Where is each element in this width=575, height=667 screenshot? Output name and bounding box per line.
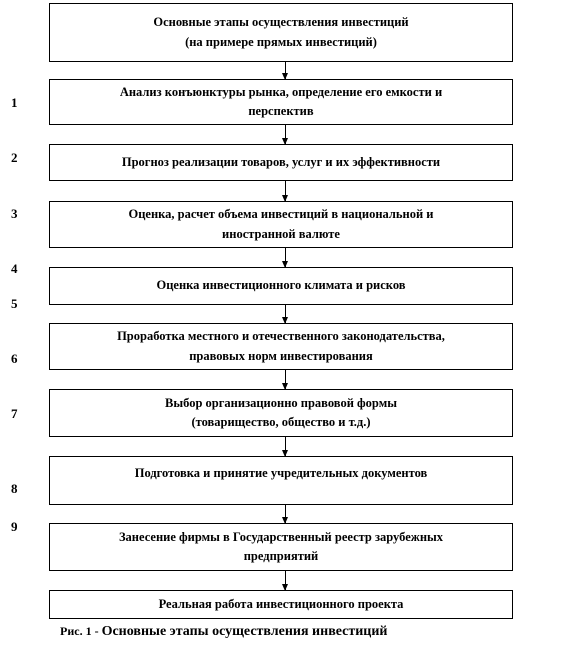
step-number: 6 [11,351,18,366]
step-box-5 [49,323,513,370]
arrow-down [285,248,286,267]
caption-prefix: Рис. 1 - [60,624,102,638]
header-subtitle: (на примере прямых инвестиций) [185,34,377,49]
step-number: 9 [11,519,18,534]
figure-caption [60,624,480,640]
step-box-2 [49,144,513,181]
header-box [49,3,513,62]
step-2-line-1: Прогноз реализации товаров, услуг и их эффективности [121,154,441,169]
step-number: 7 [11,406,18,421]
step-4-line-1: Оценка инвестиционного климата и рисков [156,278,406,293]
step-9-line-1: Реальная работа инвестиционного проекта [158,596,404,611]
arrow-down [285,181,286,201]
step-6-line-1: Выбор организационно правовой формы [165,395,397,410]
step-box-3 [49,201,513,248]
arrow-down [285,62,286,79]
step-box-7 [49,456,513,505]
header-title: Основные этапы осуществления инвестиций [153,15,409,30]
step-5-line-1: Проработка местного и отечественного законодательства, [117,329,445,344]
arrow-down [285,305,286,323]
step-box-1 [49,79,513,125]
step-1-line-1: Анализ конъюнктуры рынка, определение его емкости и [119,84,443,99]
step-box-9 [49,590,513,619]
step-number: 8 [11,481,18,496]
step-7-line-1: Подготовка и принятие учредительных документов [134,466,428,480]
arrow-down [285,125,286,144]
step-number: 1 [11,95,18,110]
step-6-line-2: (товарищество, общество и т.д.) [191,415,371,429]
step-box-4 [49,267,513,305]
step-number: 5 [11,296,18,311]
arrow-down [285,571,286,590]
step-number: 2 [11,150,18,165]
step-box-8 [49,523,513,571]
step-3-line-2: иностранной валюте [222,226,340,241]
step-box-6 [49,389,513,437]
step-3-line-1: Оценка, расчет объема инвестиций в национальной и [128,207,434,222]
arrow-down [285,505,286,523]
step-1-line-2: перспектив [248,104,314,118]
arrow-down [285,437,286,456]
step-8-line-2: предприятий [243,549,319,563]
step-number: 3 [11,206,18,221]
arrow-down [285,370,286,389]
step-number: 4 [11,261,18,276]
step-5-line-2: правовых норм инвестирования [189,348,373,363]
caption-text: Основные этапы осуществления инвестиций [101,624,388,639]
step-8-line-1: Занесение фирмы в Государственный реестр зарубежных [118,529,444,544]
